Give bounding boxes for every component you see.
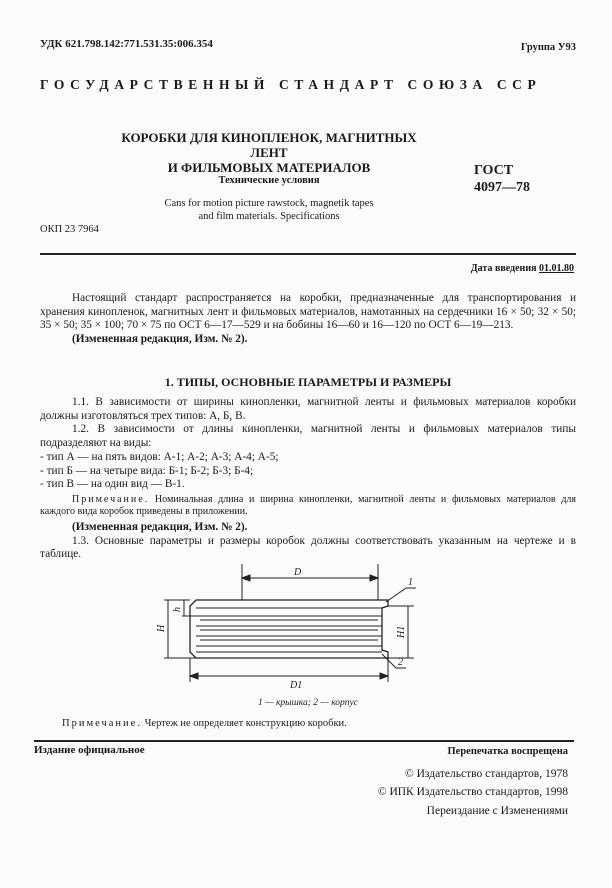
section-1-edition-note: (Измененная редакция, Изм. № 2).: [72, 520, 248, 533]
caption-num-2: 2: [313, 698, 319, 708]
reissue-note: Переиздание с Изменениями: [426, 805, 568, 817]
title-line-1: КОРОБКИ ДЛЯ КИНОПЛЕНОК, МАГНИТНЫХ ЛЕНТ: [121, 130, 417, 160]
type-v-item: - тип В — на один вид — В-1.: [40, 478, 185, 491]
label-d1: D1: [290, 680, 303, 691]
type-b-item: - тип Б — на четыре вида: Б-1; Б-2; Б-3; Б-4;: [40, 464, 254, 477]
callout-2-leader: [382, 654, 396, 668]
clause-1-1: 1.1. В зависимости от ширины кинопленки, магнитной ленты и фильмовых материалов коробки должны изготовляться трех типов: А, Б, В.: [40, 396, 576, 422]
label-h: H: [156, 624, 167, 632]
gost-number: 4097—78: [474, 180, 530, 195]
footer-rule: [34, 740, 574, 742]
copyright-1978: © Издательство стандартов, 1978: [404, 768, 568, 780]
intro-paragraph: [40, 292, 576, 347]
d1-arrow-left: [190, 673, 198, 679]
group-code: Группа У93: [520, 42, 576, 53]
english-title: [104, 197, 434, 223]
section-1-body: [40, 396, 576, 562]
caption-text-2: — корпус: [318, 698, 358, 708]
d-arrow-right: [370, 575, 378, 581]
can-drawing: [150, 564, 440, 694]
udk-code: УДК 621.798.142:771.531.35:006.354: [40, 38, 213, 50]
type-a-item: - тип А — на пять видов: А-1; А-2; А-3; А-4; А-5;: [40, 450, 279, 463]
label-small-h: h: [172, 607, 183, 612]
drawing-caption: [40, 698, 576, 708]
reprint-ban: Перепечатка воспрещена: [447, 746, 568, 757]
document-title: [104, 130, 434, 175]
label-h1: H1: [396, 625, 407, 638]
official-edition: Издание официальное: [34, 744, 145, 756]
introduction-date: [471, 263, 574, 274]
copyright-1998: © ИПК Издательство стандартов, 1998: [377, 786, 568, 798]
drawing-note-label: Примечание.: [62, 718, 142, 729]
date-value: 01.01.80: [539, 263, 574, 274]
intro-edition-note: (Измененная редакция, Изм. № 2).: [72, 333, 248, 346]
document-subtitle: Технические условия: [218, 175, 320, 186]
english-title-line-1: Cans for motion picture rawstock, magnetik tapes: [164, 198, 374, 209]
d1-arrow-right: [380, 673, 388, 679]
clause-1-2: 1.2. В зависимости от длины кинопленки, магнитной ленты и фильмовых материалов типы подразделяют на виды:: [40, 423, 576, 450]
drawing-note-text: Чертеж не определяет конструкцию коробки.: [141, 718, 347, 729]
caption-num-1: 1: [258, 698, 263, 708]
intro-text: Настоящий стандарт распространяется на коробки, предназначенные для транспортирования и хранения кинопленок, магнитных лент и фильмовых материалов, намотанных на сердечники 16 × 50; 32 × 50; 35 × 50; 35 × 100; 70 × 75 по ОСТ 6—17—529 и на бобины 16—60 и 16—120 по ОСТ 6—19—213.: [40, 292, 576, 332]
callout-2-label: 2: [398, 657, 403, 668]
drawing-note: [62, 718, 347, 729]
gost-label: ГОСТ: [474, 163, 514, 178]
callout-1-label: 1: [408, 577, 413, 588]
title-line-2: И ФИЛЬМОВЫХ МАТЕРИАЛОВ: [167, 160, 371, 175]
date-label: Дата введения: [470, 263, 537, 274]
callout-1-leader: [386, 588, 406, 602]
english-title-line-2: and film materials. Specifications: [198, 211, 340, 222]
can-outline: [190, 600, 388, 658]
d-arrow-left: [242, 575, 250, 581]
state-standard-banner: ГОСУДАРСТВЕННЫЙ СТАНДАРТ СОЮЗА ССР: [40, 77, 542, 92]
clause-1-3: 1.3. Основные параметры и размеры коробок должны соответствовать указанным на чертеже и в таблице.: [40, 534, 576, 561]
okp-code: ОКП 23 7964: [40, 224, 99, 235]
note-text: Номинальная длина и ширина кинопленки, магнитной ленты и фильмовых материалов для каждого вида коробок приведены в приложении.: [40, 493, 576, 518]
header-rule: [40, 253, 576, 255]
label-d: D: [294, 567, 302, 578]
note-label: Примечание.: [72, 493, 150, 505]
section-1-heading: 1. ТИПЫ, ОСНОВНЫЕ ПАРАМЕТРЫ И РАЗМЕРЫ: [164, 375, 452, 389]
caption-text-1: — крышка;: [262, 698, 314, 708]
gost-designation: [474, 162, 530, 196]
types-note: [40, 494, 576, 519]
